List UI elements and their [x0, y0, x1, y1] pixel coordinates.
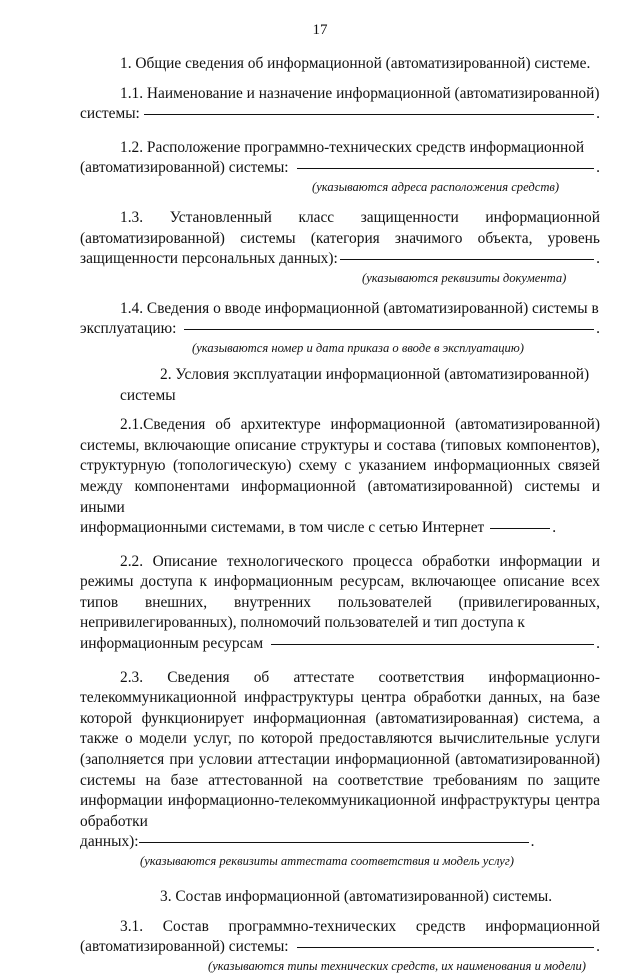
item-1-4: 1.4. Сведения о вводе информационной (автоматизированной) системы в эксплуатацию: . (указываются номер и дата приказа о вводе в эксплуатацию): [80, 299, 600, 355]
item-3-1-line-2: (автоматизированной) системы:: [80, 938, 289, 956]
system-name-field[interactable]: [144, 114, 594, 115]
item-2-3-text: 2.3. Сведения об аттестате соответствия информационно-телекоммуникационной инфраструктуры центра обработки данных, на базе которой функционирует информационная (автоматизированная) система, а также о модели услуг, по которой предоставляются вычислительные услуги (заполняется при условии аттестации информационной (автоматизированной) системы на базе аттестованной на соответствие требованиям по защите информации информационно-телекоммуникационной инфраструктуры центра обработки: [80, 668, 600, 830]
item-3-1-word: информационной: [485, 917, 600, 935]
item-1-3-word: уровень: [547, 229, 600, 247]
item-1-3-word: объекта,: [477, 229, 533, 247]
item-1-3-word: (автоматизированной): [80, 229, 225, 247]
certificate-field[interactable]: [139, 842, 529, 843]
item-1-3-word: Установленный: [169, 208, 272, 226]
item-2-3-note: (указываются реквизиты аттестата соответствия и модель услуг): [140, 854, 514, 868]
section-3-title: 3. Состав информационной (автоматизированной) системы.: [160, 888, 553, 905]
location-field[interactable]: [297, 168, 595, 169]
item-1-3-word: значимого: [394, 229, 463, 247]
item-3-1: 3.1. Состав программно-технических средств информационной (автоматизированной) системы: . (указываются типы технических средств, их наименования и модели): [80, 917, 600, 973]
access-modes-field[interactable]: [271, 644, 594, 645]
item-1-2-note: (указываются адреса расположения средств): [312, 179, 560, 194]
item-1-2-line-2: (автоматизированной) системы:: [80, 159, 289, 177]
item-3-1-word: 3.1.: [120, 917, 144, 935]
item-1-1-line-2: системы:: [80, 105, 140, 123]
item-2-2: 2.2. Описание технологического процесса обработки информации и режимы доступа к информационным ресурсам, включающее описание всех типов внешних, внутренних пользователей (привилегированных, непривилегированных), полномочий пользователей и тип доступа к информационным ресурсам .: [80, 552, 600, 655]
item-1-3-word: 1.3.: [120, 208, 144, 226]
item-3-1-word: средств: [415, 917, 466, 935]
item-1-3-note: (указываются реквизиты документа): [362, 270, 567, 285]
item-1-3-word: класс: [298, 208, 335, 226]
item-2-1-last-line: информационными системами, в том числе с сетью Интернет: [80, 519, 485, 537]
item-3-1-word: программно-технических: [228, 917, 397, 935]
item-2-3-last-line: данных):: [80, 833, 139, 851]
item-1-3-word: (категория: [310, 229, 380, 247]
item-1-3-line-3: защищенности персональных данных):: [80, 250, 338, 268]
item-1-3-word: системы: [240, 229, 296, 247]
item-2-2-last-line: информационным ресурсам: [80, 635, 264, 653]
item-1-1: 1.1. Наименование и назначение информационной (автоматизированной) системы: .: [80, 84, 600, 125]
components-field[interactable]: [297, 947, 595, 948]
item-3-1-word: Состав: [162, 917, 209, 935]
item-1-2-line-1: 1.2. Расположение программно-технических средств информационной: [120, 138, 585, 156]
section-2-title: 2. Условия эксплуатации информационной (автоматизированной) системы: [120, 365, 590, 404]
item-1-3-word: информационной: [485, 208, 600, 226]
item-3-1-note: (указываются типы технических средств, их наименования и модели): [208, 958, 586, 973]
document-body: [80, 54, 600, 974]
commissioning-field[interactable]: [184, 329, 594, 330]
item-1-4-line-2: эксплуатацию:: [80, 320, 177, 338]
item-1-3-word: защищенности: [360, 208, 459, 226]
item-1-3: 1.3. Установленный класс защищенности информационной (автоматизированной) системы (категория значимого объекта, уровень защищенности персональных данных): . (указываются реквизиты документа): [80, 208, 600, 285]
item-1-4-line-1: 1.4. Сведения о вводе информационной (автоматизированной) системы в: [120, 299, 599, 317]
item-2-1: 2.1.Сведения об архитектуре информационной (автоматизированной) системы, включающие описание структуры и состава (типовых компонентов), структурную (топологическую) схему с указанием информационных связей между компонентами информационной (автоматизированной) системы и иными информационными системами, в том числе с сетью Интернет .: [80, 415, 600, 539]
item-1-1-line-1: 1.1. Наименование и назначение информационной (автоматизированной): [120, 84, 600, 102]
item-1-4-note: (указываются номер и дата приказа о вводе в эксплуатацию): [192, 340, 524, 355]
page-number: 17: [312, 22, 328, 38]
item-2-2-text: 2.2. Описание технологического процесса обработки информации и режимы доступа к информационным ресурсам, включающее описание всех типов внешних, внутренних пользователей (привилегированных, непривилегированных), полномочий пользователей и тип доступа к: [80, 552, 600, 632]
section-1-title: 1. Общие сведения об информационной (автоматизированной) системе.: [120, 55, 591, 72]
item-2-1-text: 2.1.Сведения об архитектуре информационной (автоматизированной) системы, включающие описание структуры и состава (типовых компонентов), структурную (топологическую) схему с указанием информационных связей между компонентами информационной (автоматизированной) системы и иными: [80, 416, 600, 516]
security-class-field[interactable]: [340, 259, 594, 260]
item-1-2: 1.2. Расположение программно-технических средств информационной (автоматизированной) системы: . (указываются адреса расположения средств): [80, 138, 600, 194]
item-2-3: 2.3. Сведения об аттестате соответствия информационно-телекоммуникационной инфраструктуры центра обработки данных, на базе которой функционирует информационная (автоматизированная) система, а также о модели услуг, по которой предоставляются вычислительные услуги (заполняется при условии аттестации информационной (автоматизированной) системы на базе аттестованной на соответствие требованиям по защите информации информационно-телекоммуникационной инфраструктуры центра обработки данных): . (указываются реквизиты аттестата соответствия и модель услуг): [80, 668, 600, 868]
architecture-field[interactable]: [490, 528, 550, 529]
